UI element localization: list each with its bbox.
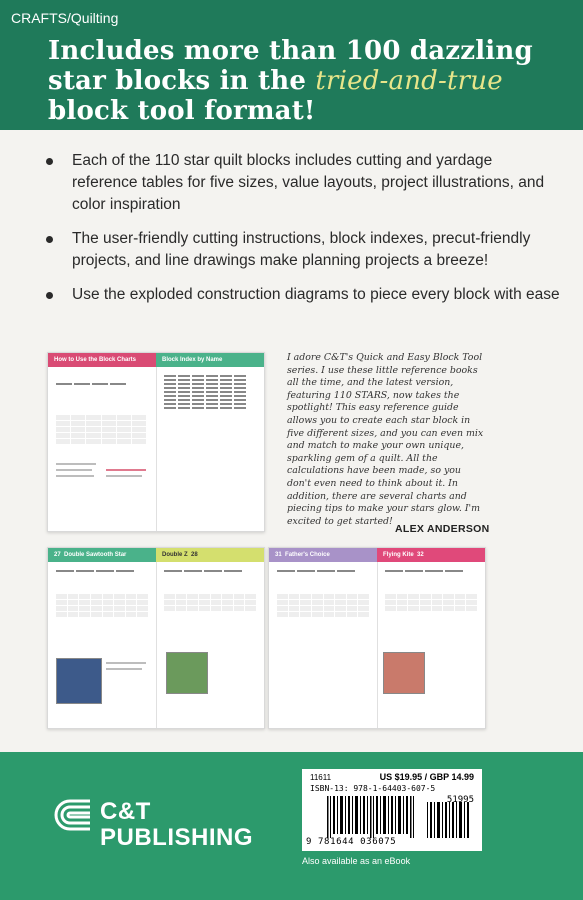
bullet-icon	[46, 236, 53, 243]
cutting-table	[385, 594, 477, 611]
publisher-name: C&T PUBLISHING	[100, 798, 254, 851]
feature-item: The user-friendly cutting instructions, block indexes, precut-friendly projects, and line drawings make planning projects a breeze!	[40, 228, 560, 272]
isbn: ISBN-13: 978-1-64403-607-5	[310, 784, 436, 793]
page-title	[269, 548, 377, 562]
spread-left-page	[48, 548, 157, 728]
headline-text-2: block tool format!	[48, 96, 316, 126]
quilt-block	[92, 383, 108, 385]
headline-highlight: tried-and-true	[315, 66, 503, 96]
ebook-note: Also available as an eBook	[302, 856, 411, 866]
text-line	[56, 475, 94, 477]
page-number: 28	[191, 552, 198, 558]
text-line	[106, 475, 142, 477]
text-line	[56, 469, 92, 471]
text-line	[106, 469, 146, 471]
page-number: 31	[275, 552, 282, 558]
cutting-table	[277, 594, 369, 617]
page-title-text: Flying Kite	[383, 552, 414, 558]
barcode-addon: 51995	[446, 795, 474, 805]
bullet-icon	[46, 292, 53, 299]
page-title: How to Use the Block Charts	[48, 353, 156, 367]
text-line	[106, 668, 142, 670]
spread-right-page	[377, 548, 485, 728]
block-row	[56, 383, 126, 385]
block-row	[277, 570, 355, 572]
publisher-logo-icon	[50, 795, 94, 835]
price: US $19.95 / GBP 14.99	[379, 772, 474, 782]
quilt-block	[110, 383, 126, 385]
page-title	[156, 548, 264, 562]
block-row	[56, 570, 134, 572]
quilt-block	[74, 383, 90, 385]
spread-left-page	[269, 548, 378, 728]
spread-preview-top	[47, 352, 265, 532]
text-line	[106, 662, 146, 664]
spread-left-page	[48, 353, 157, 531]
text-line	[56, 463, 96, 465]
page-number: 27	[54, 552, 61, 558]
headline-text-1: Includes more than 100 dazzling star blocks in the	[48, 36, 533, 96]
feature-item: Each of the 110 star quilt blocks includes cutting and yardage reference tables for five sizes, value layouts, project illustrations, and color inspiration	[40, 150, 560, 216]
quilt-block	[56, 383, 72, 385]
barcode-panel	[302, 769, 482, 851]
testimonial-quote: I adore C&T's Quick and Easy Block Tool series. I use these little reference books all the time, and the latest version, featuring 110 STARS, now takes the spotlight! This easy reference guide allows you to create each star block in five different sizes, and you can even mix and match to make your own unique, sparkling gem of a quilt. All the calculations have been made, so you don't even need to think about it. In addition, there are several charts and piecing tips to make your stars glow. I'm excited to get started!	[287, 352, 484, 527]
cutting-table	[56, 594, 148, 617]
barcode-digits: 9 781644 036075	[306, 837, 397, 847]
item-number: 11611	[310, 773, 332, 782]
testimonial-author: ALEX ANDERSON	[395, 523, 490, 535]
spread-right-page	[156, 548, 264, 728]
feature-item: Use the exploded construction diagrams to piece every block with ease	[40, 284, 560, 306]
project-illustration	[383, 652, 425, 694]
page-title: Block Index by Name	[156, 353, 264, 367]
page-title-text: Double Z	[162, 552, 188, 558]
spread-preview-bottom-right	[268, 547, 486, 729]
page-number: 32	[417, 552, 424, 558]
block-row	[385, 570, 463, 572]
spread-preview-bottom-left	[47, 547, 265, 729]
project-illustration	[166, 652, 208, 694]
project-illustration	[56, 658, 102, 704]
category-label: CRAFTS/Quilting	[11, 10, 119, 26]
page-title	[48, 548, 156, 562]
feature-list	[40, 150, 560, 318]
headline	[48, 36, 568, 126]
spread-right-page	[156, 353, 264, 531]
cutting-table	[56, 415, 146, 444]
cutting-table	[164, 594, 256, 611]
block-row	[164, 570, 242, 572]
page-title	[377, 548, 485, 562]
block-index-grid	[164, 375, 246, 409]
page-title-text: Double Sawtooth Star	[64, 552, 127, 558]
page-title-text: Father's Choice	[285, 552, 330, 558]
bullet-icon	[46, 158, 53, 165]
